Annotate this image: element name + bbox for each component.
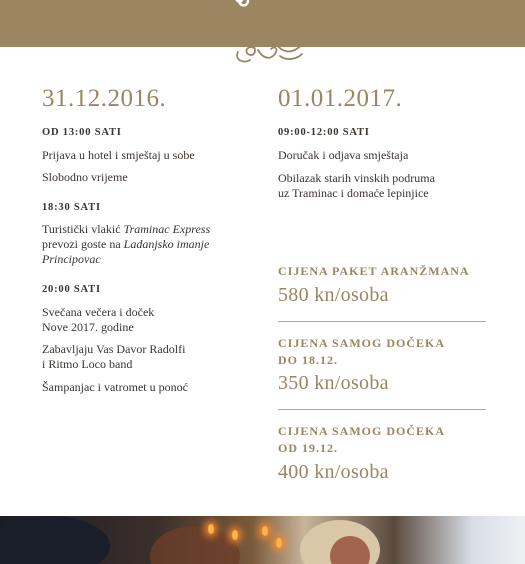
- event-photo: [0, 516, 525, 564]
- candle-flame: [208, 524, 214, 534]
- schedule-item: [42, 222, 210, 267]
- schedule-text-italic: Principovac: [42, 252, 101, 266]
- price-label-line: CIJENA SAMOG DOČEKA: [278, 424, 446, 438]
- schedule-text: uz Traminac i domaće lepinjice: [278, 186, 429, 200]
- price-value: 580 kn/osoba: [278, 284, 389, 306]
- photo-table: [150, 526, 240, 564]
- schedule-text: i Ritmo Loco band: [42, 357, 133, 371]
- time-label: 09:00-12:00 SATI: [278, 127, 370, 138]
- price-label-line: CIJENA SAMOG DOČEKA: [278, 336, 446, 350]
- schedule-item: Šampanjac i vatromet u ponoć: [42, 380, 188, 394]
- candle-flame: [232, 530, 238, 540]
- day-one-date: 31.12.2016.: [42, 85, 167, 112]
- schedule-text: Obilazak starih vinskih podruma: [278, 171, 435, 185]
- price-value: 400 kn/osoba: [278, 461, 389, 483]
- price-value: 350 kn/osoba: [278, 372, 389, 394]
- flourish-ornament-icon: [218, 30, 308, 70]
- schedule-text: Nove 2017. godine: [42, 320, 134, 334]
- price-divider: [278, 321, 486, 322]
- schedule-text-italic: Ladanjsko imanje: [123, 237, 210, 251]
- schedule-text: Svečana večera i doček: [42, 305, 155, 319]
- schedule-text: Turistički vlakić: [42, 222, 124, 236]
- schedule-text: prevozi goste na: [42, 237, 124, 251]
- schedule-item: Slobodno vrijeme: [42, 170, 128, 184]
- schedule-item: [278, 171, 435, 201]
- schedule-text-italic: Traminac Express: [123, 222, 211, 236]
- time-label: OD 13:00 SATI: [42, 127, 122, 138]
- photo-shadow: [0, 516, 110, 564]
- price-label: CIJENA PAKET ARANŽMANA: [278, 264, 470, 278]
- schedule-item: Doručak i odjava smještaja: [278, 148, 409, 162]
- schedule-item: [42, 342, 185, 372]
- price-label: [278, 423, 445, 457]
- price-label: [278, 335, 445, 369]
- price-label-line: OD 19.12.: [278, 441, 338, 455]
- price-divider: [278, 409, 486, 410]
- time-label: 20:00 SATI: [42, 284, 101, 295]
- candle-flame: [276, 538, 282, 548]
- schedule-item: [42, 305, 154, 335]
- schedule-item: Prijava u hotel i smještaj u sobe: [42, 148, 195, 162]
- price-label-line: DO 18.12.: [278, 353, 338, 367]
- candle-flame: [262, 526, 268, 536]
- time-label: 18:30 SATI: [42, 202, 101, 213]
- schedule-text: Zabavljaju Vas Davor Radolfi: [42, 342, 186, 356]
- day-two-date: 01.01.2017.: [278, 85, 403, 112]
- decorative-swirl-icon: [232, 0, 252, 10]
